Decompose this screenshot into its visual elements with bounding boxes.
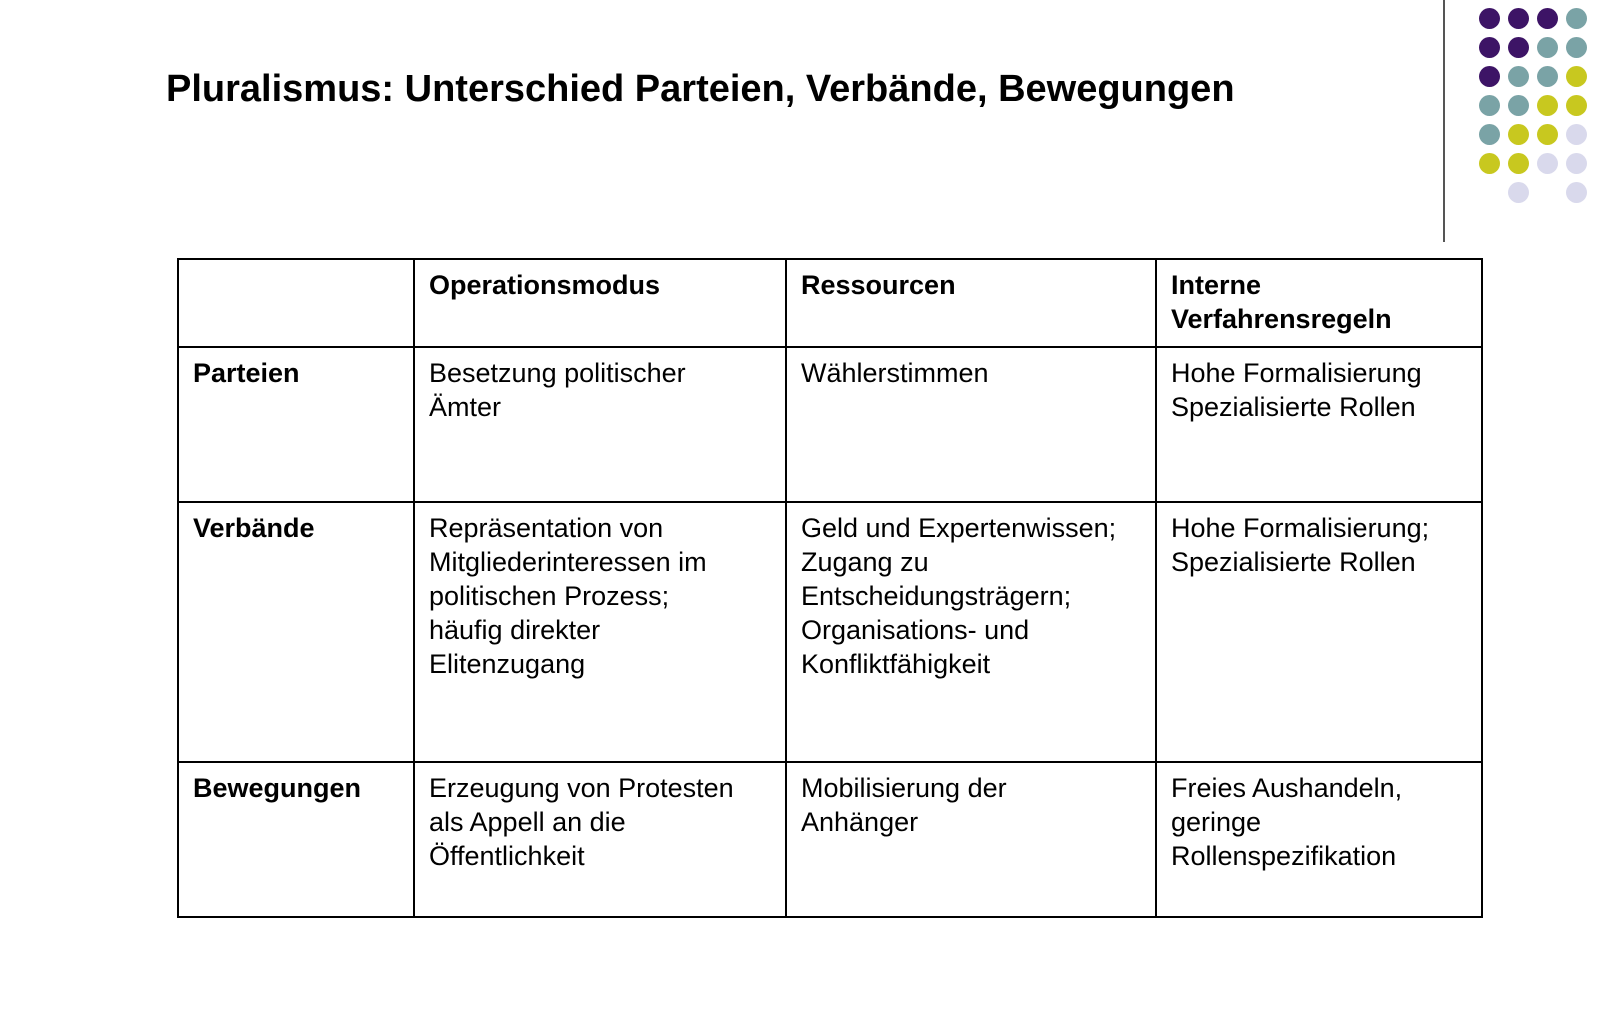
table-row-bewegungen (178, 762, 1482, 917)
table-row-verbaende (178, 502, 1482, 762)
decorative-dot (1537, 153, 1558, 174)
decorative-dot (1537, 37, 1558, 58)
decorative-dot (1508, 8, 1529, 29)
cell-parteien-verfahrensregeln: Hohe Formalisierung Spezialisierte Rollen (1156, 347, 1482, 502)
decorative-dot (1508, 37, 1529, 58)
row-label-verbaende: Verbände (178, 502, 414, 762)
decorative-dot (1566, 153, 1587, 174)
decorative-dot (1508, 95, 1529, 116)
decorative-dot (1508, 153, 1529, 174)
decorative-dot (1537, 66, 1558, 87)
table-header-ressourcen: Ressourcen (786, 259, 1156, 347)
table-header-corner (178, 259, 414, 347)
decorative-dot (1537, 8, 1558, 29)
table-header-row (178, 259, 1482, 347)
table-header-verfahrensregeln: Interne Verfahrensregeln (1156, 259, 1482, 347)
cell-parteien-ressourcen: Wählerstimmen (786, 347, 1156, 502)
cell-verbaende-operationsmodus: Repräsentation von Mitgliederinteressen im politischen Prozess; häufig direkter Elitenzugang (414, 502, 786, 762)
decorative-dot (1479, 37, 1500, 58)
decorative-dot-grid (0, 0, 1603, 242)
cell-verbaende-verfahrensregeln: Hohe Formalisierung; Spezialisierte Rollen (1156, 502, 1482, 762)
cell-verbaende-ressourcen: Geld und Expertenwissen; Zugang zu Entscheidungsträgern; Organisations- und Konfliktfähigkeit (786, 502, 1156, 762)
decorative-dot (1479, 124, 1500, 145)
decorative-dot (1479, 66, 1500, 87)
cell-parteien-operationsmodus: Besetzung politischer Ämter (414, 347, 786, 502)
decorative-dot (1566, 8, 1587, 29)
decorative-dot (1479, 8, 1500, 29)
decorative-dot (1566, 182, 1587, 203)
table-row-parteien (178, 347, 1482, 502)
decorative-dot (1479, 95, 1500, 116)
decorative-dot (1508, 124, 1529, 145)
decorative-dot (1566, 124, 1587, 145)
slide-title: Pluralismus: Unterschied Parteien, Verbände, Bewegungen (166, 68, 1235, 110)
table-header-operationsmodus: Operationsmodus (414, 259, 786, 347)
row-label-bewegungen: Bewegungen (178, 762, 414, 917)
row-label-parteien: Parteien (178, 347, 414, 502)
cell-bewegungen-operationsmodus: Erzeugung von Protesten als Appell an die Öffentlichkeit (414, 762, 786, 917)
decorative-dot (1508, 182, 1529, 203)
decorative-dot (1537, 95, 1558, 116)
comparison-table (177, 258, 1483, 918)
decorative-dot (1479, 153, 1500, 174)
decorative-dot (1508, 66, 1529, 87)
decorative-dot (1537, 124, 1558, 145)
decorative-dot (1566, 95, 1587, 116)
decorative-dot (1566, 66, 1587, 87)
vertical-divider (1443, 0, 1445, 242)
cell-bewegungen-verfahrensregeln: Freies Aushandeln, geringe Rollenspezifikation (1156, 762, 1482, 917)
cell-bewegungen-ressourcen: Mobilisierung der Anhänger (786, 762, 1156, 917)
decorative-dot (1566, 37, 1587, 58)
